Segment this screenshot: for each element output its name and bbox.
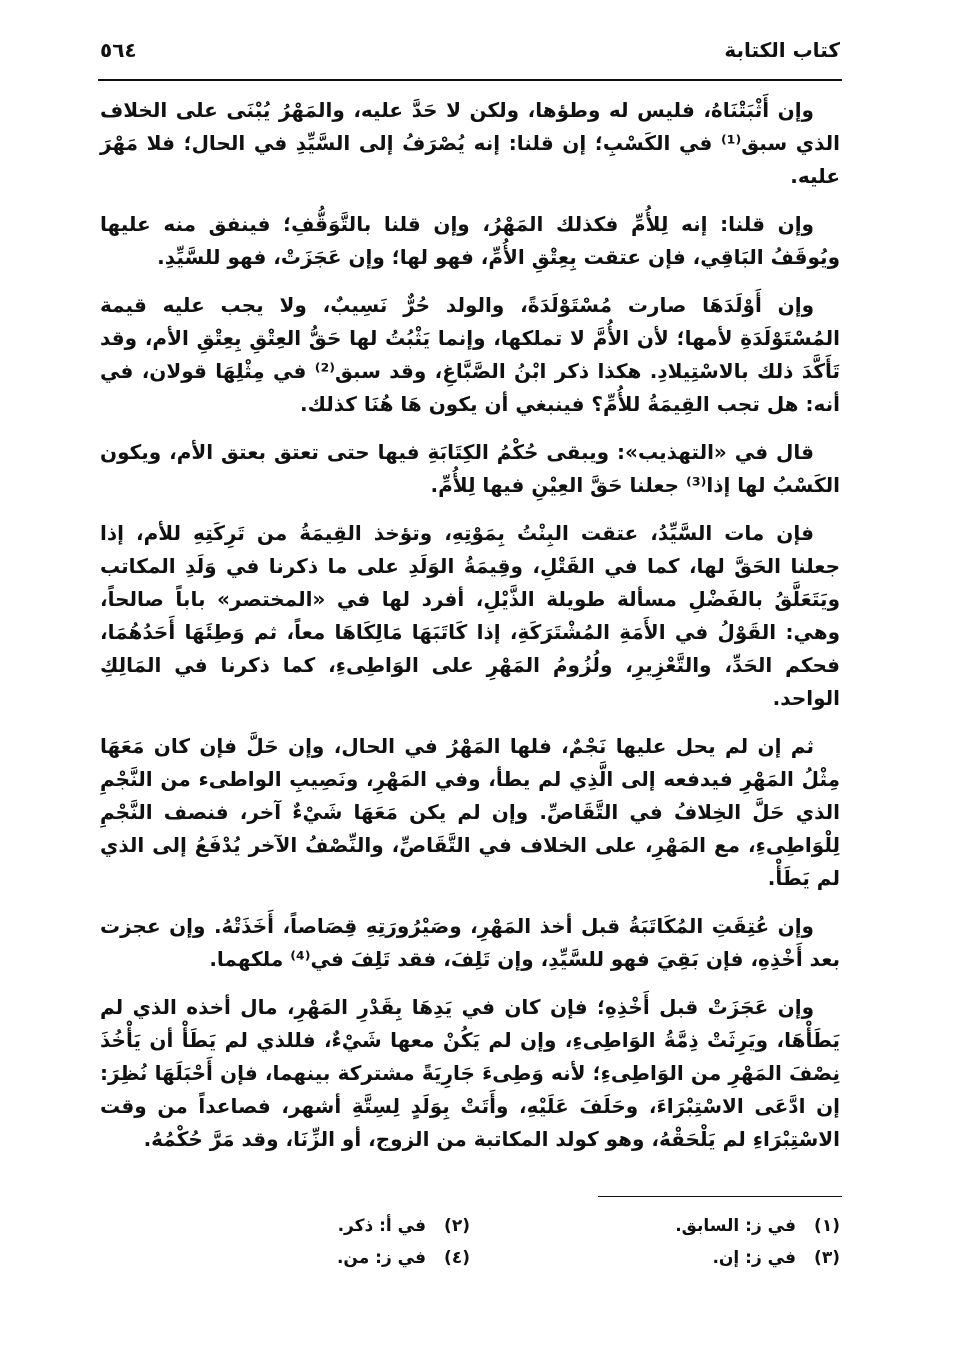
- footnote-2: [100, 1210, 470, 1242]
- footnote-text: في ز: السابق.: [675, 1216, 796, 1236]
- footnotes: [100, 1210, 840, 1274]
- paragraph: قال في «التهذيب»: ويبقى حُكْمُ الكِتَابَةِ فيها حتى تعتق بعتق الأم، ويكون الكَسْبُ لها إذا⁽³⁾ جعلنا حَقَّ العِيْنِ فيها لِلأُمِّ.: [100, 440, 840, 497]
- header-divider: [98, 79, 842, 81]
- paragraph: وإن أَثْبَتْنَاهُ، فليس له وطؤها، ولكن لا حَدَّ عليه، والمَهْرُ يُبْنَى على الخلاف الذي سبق⁽¹⁾ في الكَسْبِ؛ إن قلنا: إنه يُصْرَفُ إلى السَّيِّدِ في الحال؛ فلا مَهْرَ عليه.: [100, 98, 840, 188]
- footnote-text: في ز: من.: [336, 1248, 426, 1268]
- main-text: [100, 94, 840, 1171]
- footnote-number: (٣): [814, 1248, 840, 1268]
- page-header: [100, 38, 840, 76]
- paragraph: وإن عُتِقَتِ المُكَاتَبَةُ قبل أخذ المَهْرِ، وصَيْرُورَتِهِ قِصَاصاً، أَخَذَتْهُ. وإن عجزت بعد أَخْذِهِ، فإن بَقِيَ فهو للسَّيِّدِ، وإن تَلِفَ، فقد تَلِفَ في⁽⁴⁾ ملكهما.: [100, 914, 840, 971]
- footnote-divider: [598, 1196, 842, 1197]
- footnote-1: [470, 1210, 840, 1242]
- footnote-row: [100, 1210, 840, 1242]
- footnote-4: [100, 1242, 470, 1274]
- footnote-number: (١): [814, 1216, 840, 1236]
- paragraph: فإن مات السَّيِّدُ، عتقت البِنْتُ بِمَوْتِهِ، وتؤخذ القِيمَةُ من تَرِكَتِهِ للأم، إذا جعلنا الحَقَّ لها، كما في القَتْلِ، وقِيمَةُ الوَلَدِ على ما ذكرنا في وَلَدِ المكاتب ويَتَعَلَّقُ بالفَضْلِ مسألة طويلة الذَّيْلِ، أفرد لها في «المختصر» باباً صالحاً، وهي: القَوْلُ في الأَمَةِ المُشْتَرَكَةِ، إذا كَاتَبَهَا مَالِكَاهَا معاً، ثم وَطِئَهَا أَحَدُهُمَا، فحكم الحَدِّ، والتَّعْزِيرِ، ولُزُومُ المَهْرِ على الوَاطِىءِ، كما ذكرنا في المَالِكِ الواحد.: [100, 521, 840, 710]
- paragraph: وإن قلنا: إنه لِلأُمِّ فكذلك المَهْرُ، وإن قلنا بالتَّوَقُّفِ؛ فينفق منه عليها ويُوقَفُ البَاقِي، فإن عتقت بِعِتْقِ الأُمِّ، فهو لها؛ وإن عَجَزَتْ، فهو للسَّيِّدِ.: [100, 212, 840, 269]
- paragraph: ثم إن لم يحل عليها نَجْمٌ، فلها المَهْرُ في الحال، وإن حَلَّ فإن كان مَعَهَا مِثْلُ المَهْرِ فيدفعه إلى الَّذِي لم يطأ، وفي المَهْرِ، ونَصِيبِ الواطىء من النَّجْمِ الذي حَلَّ الخِلافُ في التَّقَاصِّ. وإن لم يكن مَعَهَا شَيْءٌ آخر، فنصف النَّجْمِ لِلْوَاطِىءِ، مع المَهْرِ، على الخلاف في التَّقَاصِّ، والنِّصْفُ الآخر يُدْفَعُ إلى الذي لم يَطَأْ.: [100, 734, 840, 890]
- paragraph: وإن أَوْلَدَهَا صارت مُسْتَوْلَدَةً، والولد حُرٌّ نَسِيبٌ، ولا يجب عليه قيمة المُسْتَوْلَدَةِ لأمها؛ لأن الأُمَّ لا تملكها، وإنما يَثْبُتُ لها حَقُّ العِتْقِ بِعِتْقِ الأم، وقد تَأَكَّدَ ذلك بالاسْتِيلادِ. هكذا ذكر ابْنُ الصَّبَّاغِ، وقد سبق⁽²⁾ في مِثْلِهَا قولان، في أنه: هل تجب القِيمَةُ للأُمِّ؟ فينبغي أن يكون هَا هُنَا كذلك.: [100, 293, 840, 416]
- footnote-row: [100, 1242, 840, 1274]
- footnote-text: في ز: إن.: [712, 1248, 796, 1268]
- footnote-number: (٢): [444, 1216, 470, 1236]
- running-title: كتاب الكتابة: [724, 38, 840, 62]
- footnote-number: (٤): [444, 1248, 470, 1268]
- page-number: ٥٦٤: [100, 38, 137, 62]
- paragraph: وإن عَجَزَتْ قبل أَخْذِهِ؛ فإن كان في يَدِهَا بِقَدْرِ المَهْرِ، مال أخذه الذي لم يَطَأْهَا، ويَرِثَتْ ذِمَّةُ الوَاطِىءِ، وإن لم يَكُنْ معها شَيْءٌ، فللذي لم يَطَأْ أن يَأْخُذَ نِصْفَ المَهْرِ من الوَاطِىءِ؛ لأنه وَطِىءَ جَارِيَةً مشتركة بينهما، فإن أَحْبَلَهَا نُظِرَ: إن ادَّعَى الاسْتِبْرَاءَ، وحَلَفَ عَلَيْهِ، وأَتَتْ بِوَلَدٍ لِسِتَّةِ أشهر، فصاعداً من وقت الاسْتِبْرَاءِ لم يَلْحَقْهُ، وهو كولد المكاتبة من الزوج، أو الزِّنَا، وقد مَرَّ حُكْمُهُ.: [100, 995, 840, 1151]
- footnote-text: في أ: ذكر.: [337, 1216, 426, 1236]
- footnote-3: [470, 1242, 840, 1274]
